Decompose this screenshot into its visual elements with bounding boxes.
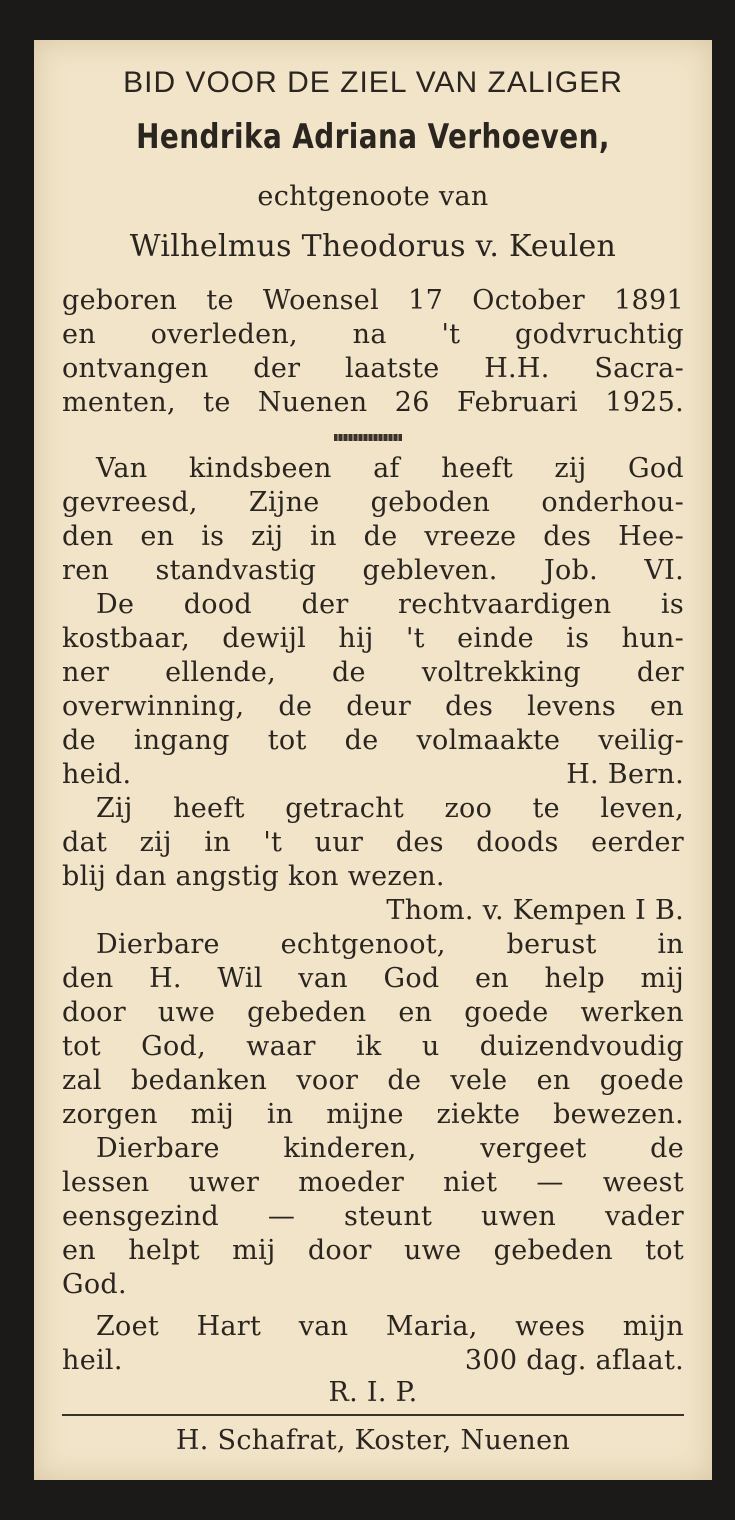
indulgence-line <box>62 1344 684 1378</box>
text-line: lessen uwer moeder niet — weest <box>62 1167 684 1198</box>
text-line: Zij heeft getracht zoo te leven, <box>96 793 684 824</box>
text-line: eensgezind — steunt uwen vader <box>62 1201 684 1232</box>
text-fragment: heid. <box>62 759 132 790</box>
text-line: ner ellende, de voltrekking der <box>62 657 684 688</box>
text-line: ren standvastig gebleven. Job. VI. <box>62 555 684 586</box>
text-line: De dood der rechtvaardigen is <box>96 589 684 620</box>
printer-credit: H. Schafrat, Koster, Nuenen <box>175 1425 571 1456</box>
quote-source: Thom. v. Kempen I B. <box>386 895 684 926</box>
text-line: God. <box>62 1269 127 1300</box>
bio-line: menten, te Nuenen 26 Februari 1925. <box>62 387 684 418</box>
text-line: gevreesd, Zijne geboden onderhou- <box>62 487 684 518</box>
memorial-card <box>34 40 712 1480</box>
text-line: kostbaar, dewijl hij 't einde is hun- <box>62 623 684 654</box>
text-fragment: heil. <box>62 1345 123 1376</box>
text-line: Dierbare echtgenoot, berust in <box>96 929 684 960</box>
spouse-name: Wilhelmus Theodorus v. Keulen <box>129 229 617 264</box>
bio-line: geboren te Woensel 17 October 1891 <box>62 285 684 316</box>
text-line: overwinning, de deur des levens en <box>62 691 684 722</box>
quote-source: H. Bern. <box>566 759 684 790</box>
text-line: door uwe gebeden en goede werken <box>62 997 684 1028</box>
spouse-label: echtgenoote van <box>257 181 489 212</box>
text-line: zorgen mij in mijne ziekte bewezen. <box>62 1099 684 1130</box>
bio-line: en overleden, na 't godvruchtig <box>62 319 684 350</box>
deceased-name: Hendrika Adriana Verhoeven, <box>136 117 610 157</box>
indulgence-note: 300 dag. aflaat. <box>464 1345 684 1376</box>
rip-text: R. I. P. <box>328 1377 418 1408</box>
text-line: zal bedanken voor de vele en goede <box>62 1065 684 1096</box>
text-line-with-source <box>62 758 684 792</box>
text-line: Dierbare kinderen, vergeet de <box>96 1133 684 1164</box>
bio-line: ontvangen der laatste H.H. Sacra- <box>62 353 684 384</box>
text-line: de ingang tot de volmaakte veilig- <box>62 725 684 756</box>
ornament-divider <box>334 434 402 441</box>
text-line: dat zij in 't uur des doods eerder <box>62 827 684 858</box>
text-line: blij dan angstig kon wezen. <box>62 861 445 892</box>
text-line: Zoet Hart van Maria, wees mijn <box>96 1311 684 1342</box>
divider-rule <box>62 1414 684 1416</box>
text-line: en helpt mij door uwe gebeden tot <box>62 1235 684 1266</box>
text-line: Van kindsbeen af heeft zij God <box>96 453 684 484</box>
text-line: den H. Wil van God en help mij <box>62 963 684 994</box>
text-line: den en is zij in de vreeze des Hee- <box>62 521 684 552</box>
text-line: tot God, waar ik u duizendvoudig <box>62 1031 684 1062</box>
card-heading: BID VOOR DE ZIEL VAN ZALIGER <box>123 66 623 99</box>
